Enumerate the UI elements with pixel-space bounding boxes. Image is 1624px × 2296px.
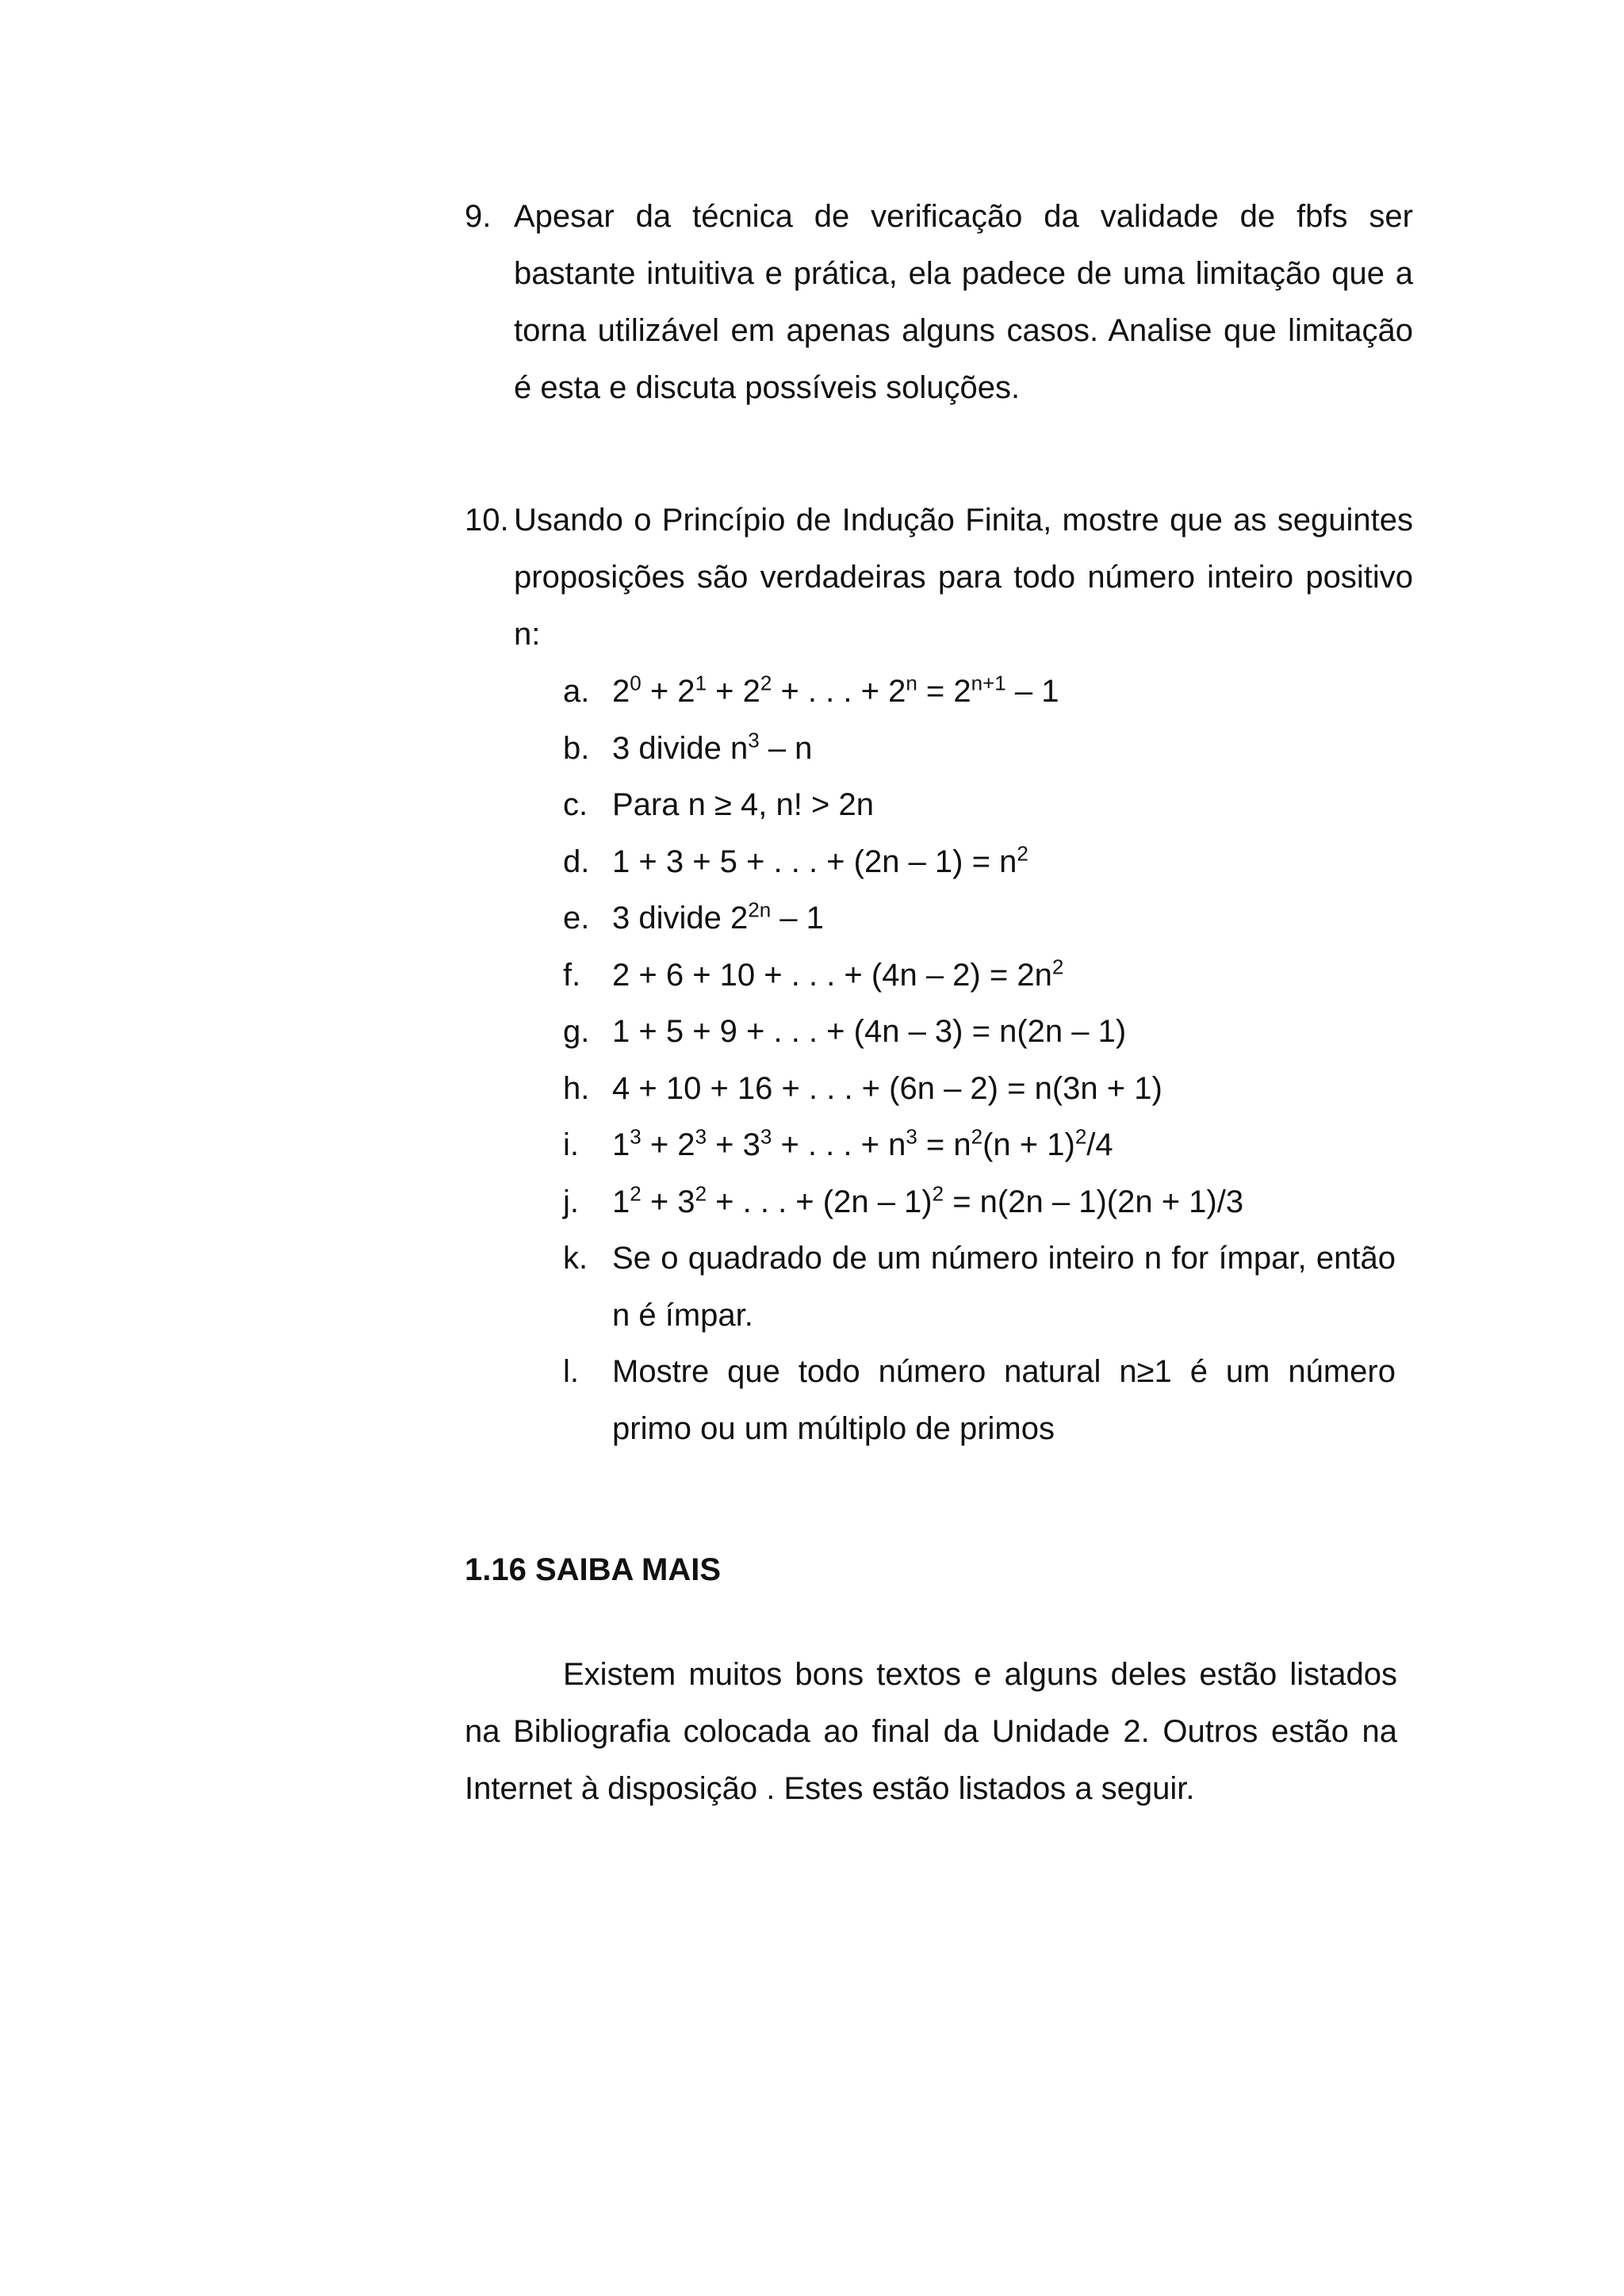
proposition-letter: h. bbox=[563, 1070, 590, 1106]
proposition-item bbox=[563, 1116, 1396, 1173]
proposition-text: Mostre que todo número natural n≥1 é um número primo ou um múltiplo de primos bbox=[612, 1354, 1396, 1446]
proposition-letter: j. bbox=[563, 1184, 579, 1219]
section-paragraph: Existem muitos bons textos e alguns deles estão listados na Bibliografia colocada ao final da Unidade 2. Outros estão na Internet à disposição . Estes estão listados a seguir. bbox=[465, 1657, 1397, 1806]
proposition-letter: i. bbox=[563, 1127, 579, 1162]
proposition-item bbox=[563, 1343, 1396, 1457]
exercise-number: 10. bbox=[465, 503, 509, 538]
proposition-item bbox=[563, 890, 1396, 947]
proposition-item bbox=[563, 1230, 1396, 1344]
proposition-item bbox=[563, 1173, 1396, 1230]
proposition-item bbox=[563, 1060, 1396, 1117]
section-heading: 1.16 SAIBA MAIS bbox=[465, 1552, 722, 1587]
proposition-letter: g. bbox=[563, 1014, 590, 1049]
proposition-letter: k. bbox=[563, 1241, 588, 1276]
proposition-item bbox=[563, 776, 1396, 833]
proposition-letter: d. bbox=[563, 844, 590, 879]
exercise-text: Usando o Princípio de Indução Finita, mostre que as seguintes proposições são verdadeiras para todo número inteiro positivo n: bbox=[514, 503, 1413, 652]
proposition-text: 2 + 6 + 10 + . . . + $(4n - 2) = 2n^2$ bbox=[612, 955, 1064, 993]
proposition-letter: f. bbox=[563, 957, 581, 993]
proposition-item bbox=[563, 720, 1396, 777]
exercise-9 bbox=[465, 188, 1413, 416]
proposition-item bbox=[563, 1003, 1396, 1060]
proposition-letter: e. bbox=[563, 901, 590, 936]
proposition-text: 1 + 3 + 5 + . . . + $(2n - 1) = n^2$ bbox=[612, 841, 1028, 879]
proposition-text: 3 divide $n^3$ – n bbox=[612, 728, 813, 766]
proposition-text: $2^0 + 2^1 + 2^2$ + . . . + $2^n = 2^{n+1} - 1$ bbox=[612, 671, 1059, 709]
proposition-text: $1^2 + 3^2$ + . . . + (2n – 1)$^2$ = n(2n – 1)(2n + 1)/3 bbox=[612, 1181, 1244, 1219]
proposition-item bbox=[563, 833, 1396, 890]
proposition-letter: b. bbox=[563, 730, 590, 766]
proposition-item bbox=[563, 947, 1396, 1004]
proposition-text: $1^3 + 2^3 + 3^3$ + . . . + $n^3 = n^2(n + 1)^2/4$ bbox=[612, 1124, 1113, 1162]
exercise-10 bbox=[465, 492, 1413, 663]
proposition-letter: c. bbox=[563, 787, 588, 822]
proposition-text: Se o quadrado de um número inteiro n for ímpar, então n é ímpar. bbox=[612, 1241, 1396, 1333]
proposition-text: 4 + 10 + 16 + . . . + (6n – 2) = n(3n + 1) bbox=[612, 1070, 1162, 1106]
proposition-letter: l. bbox=[563, 1354, 579, 1389]
proposition-text: Para n ≥ 4, n! > 2n bbox=[612, 787, 874, 822]
proposition-text: 1 + 5 + 9 + . . . + (4n – 3) = n(2n – 1) bbox=[612, 1014, 1127, 1049]
exercise-text: Apesar da técnica de verificação da validade de fbfs ser bastante intuitiva e prática, ela padece de uma limitação que a torna utilizável em apenas alguns casos. Analise que limitação é esta e discuta possíveis soluções. bbox=[514, 199, 1413, 405]
proposition-text: 3 divide $2^{2n} - 1$ bbox=[612, 897, 824, 936]
proposition-item bbox=[563, 663, 1396, 720]
exercise-number: 9. bbox=[465, 199, 492, 234]
proposition-letter: a. bbox=[563, 674, 590, 709]
